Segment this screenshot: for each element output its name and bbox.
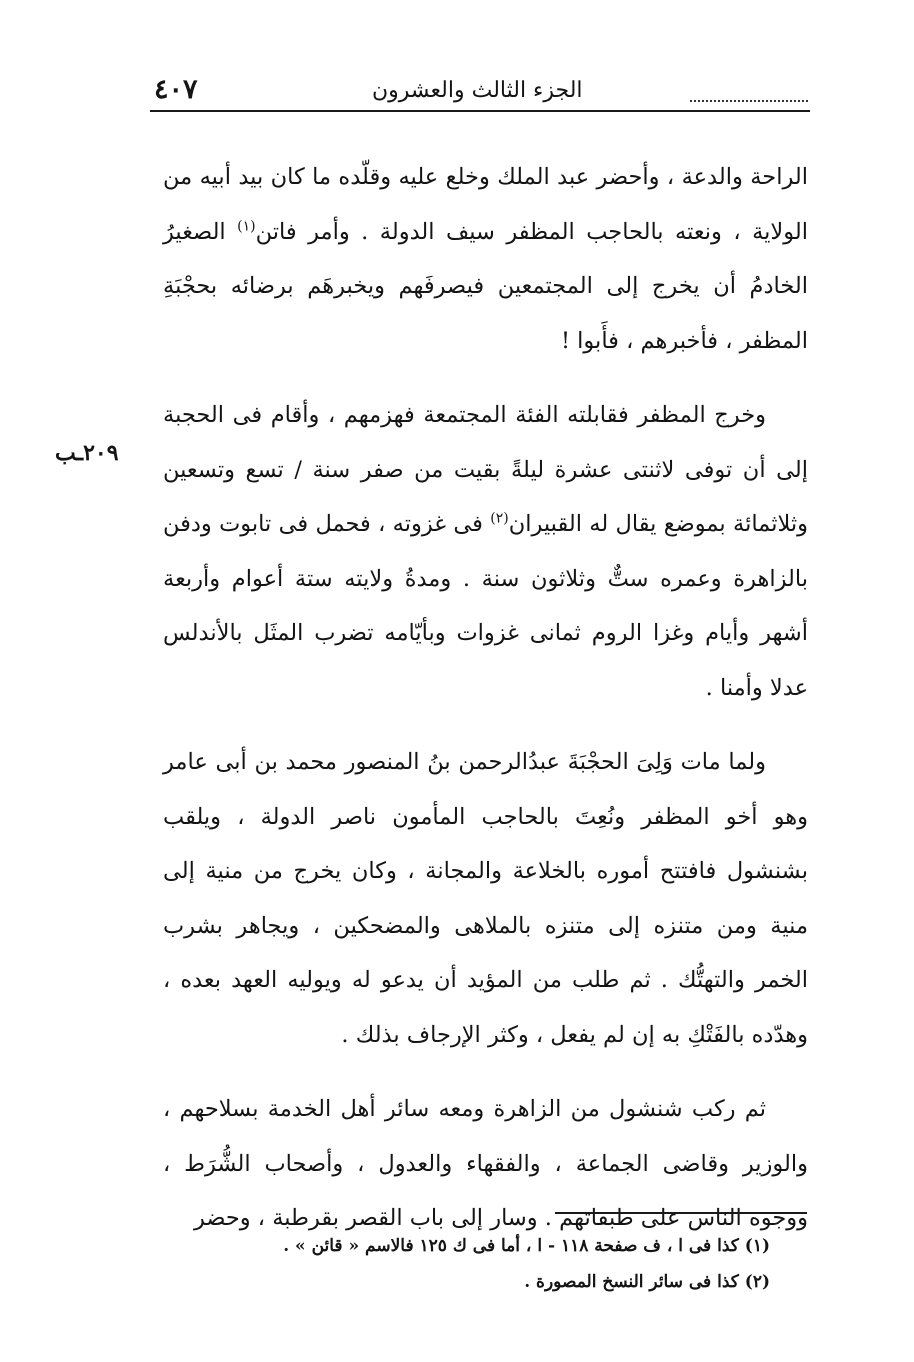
footnote-marker: (٢) — [490, 510, 509, 527]
running-title: الجزء الثالث والعشرون — [372, 78, 583, 103]
running-header — [150, 70, 810, 114]
text-segment: الراحة والدعة ، وأحضر عبد الملك وخلع عليه وقلّده ما كان بيد أبيه من الولاية ، ونعته بالحاجب المظفر سيف الدولة . وأمر فاتن — [163, 164, 808, 245]
body-text — [163, 150, 808, 1246]
footnote: (٢) كذا فى سائر النسخ المصورة . — [524, 1272, 770, 1292]
header-rule — [150, 110, 810, 112]
text-segment: ولما مات وَلِىَ الحجْبَةَ عبدُالرحمن بنُ المنصور محمد بن أبى عامر وهو أخو المظفر ونُعِتَ بالحاجب المأمون ناصر الدولة ، ويلقب بشنشول فافتتح أموره بالخلاعة والمجانة ، وكان يخرج من منية إلى منية ومن متنزه إلى متنزه بالملاهى والمضحكين ، ويجاهر بشرب الخمر والتهتُّك . ثم طلب من المؤيد أن يدعو له ويوليه العهد بعده ، وهدّده بالفَتْكِ به إن لم يفعل ، وكثر الإرجاف بذلك . — [163, 749, 808, 1048]
paragraph — [163, 388, 808, 715]
text-segment: الصغيرُ الخادمُ أن يخرج إلى المجتمعين فيصرفَهم ويخبرهَم برضائه بحجْبَةِ المظفر ، فأخبرهم ، فأَبوا ! — [163, 218, 808, 354]
margin-manuscript-reference: ٢٠٩ـب — [55, 440, 119, 466]
paragraph — [163, 150, 808, 368]
text-segment: فى غزوته ، فحمل فى تابوت ودفن بالزاهرة وعمره ستٌّ وثلاثون سنة . ومدةُ ولايته ستة أعوام وأربعة أشهر وأيام وغزا الروم ثمانى غزوات وبأيّامه تضرب المثَل بالأندلس عدلا وأمنا . — [163, 511, 808, 701]
paragraph — [163, 1082, 808, 1246]
text-segment: ثم ركب شنشول من الزاهرة ومعه سائر أهل الخدمة بسلاحهم ، والوزير وقاضى الجماعة ، والفقهاء والعدول ، وأصحاب الشُّرَط ، ووجوه الناس على طبقاتهم . وسار إلى باب القصر بقرطبة ، وحضر — [163, 1096, 808, 1231]
page-number: ٤٠٧ — [154, 74, 198, 105]
header-dotted-leader — [690, 70, 808, 102]
footnotes — [160, 1228, 770, 1300]
footnote: (١) كذا فى ا ، ف صفحة ١١٨ - ا ، أما فى ك ١٢٥ فالاسم « قائن » . — [283, 1236, 770, 1256]
footnote-separator-rule — [555, 1212, 807, 1214]
footnote-marker: (١) — [237, 218, 256, 234]
paragraph — [163, 735, 808, 1062]
text-segment: وخرج المظفر فقابلته الفئة المجتمعة فهزمهم ، وأقام فى الحجبة إلى أن توفى لاثنتى عشرة ليلةً بقيت من صفر سنة / تسع وتسعين وثلاثمائة بموضع يقال له القبيران — [163, 402, 809, 537]
